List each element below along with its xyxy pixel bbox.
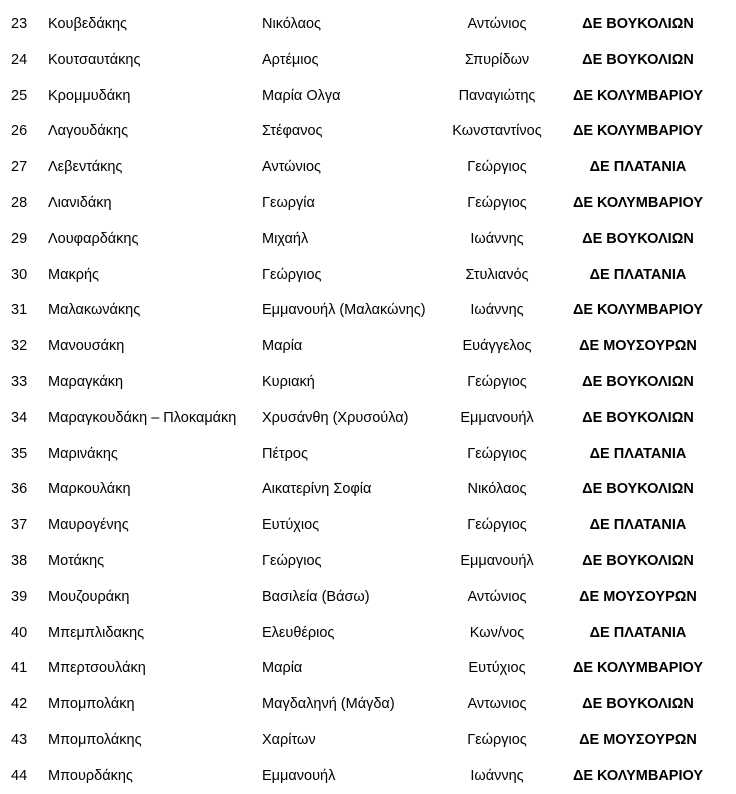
surname-cell: Λεβεντάκης (48, 159, 123, 176)
father-name-cell: Αντώνιος (467, 588, 527, 605)
table-row (0, 615, 736, 651)
row-number: 44 (11, 767, 28, 784)
surname-cell: Μπομπολάκη (48, 696, 135, 713)
first-name-cell: Μιχαήλ (262, 230, 309, 247)
table-row (0, 400, 736, 436)
first-name-cell: Γεώργιος (262, 552, 322, 569)
table-row (0, 471, 736, 507)
row-number: 36 (11, 481, 28, 498)
first-name-cell: Εμμανουήλ (262, 767, 336, 784)
table-row (0, 221, 736, 257)
surname-cell: Λιανιδάκη (48, 194, 112, 211)
first-name-cell: Μαρία (262, 338, 303, 355)
father-name-cell: Αντωνιος (467, 696, 527, 713)
first-name-cell: Βασιλεία (Βάσω) (262, 588, 370, 605)
municipal-unit-cell: ΔΕ ΒΟΥΚΟΛΙΩΝ (582, 481, 694, 498)
municipal-unit-cell: ΔΕ ΜΟΥΣΟΥΡΩΝ (579, 338, 697, 355)
father-name-cell: Ιωάννης (470, 767, 524, 784)
municipal-unit-cell: ΔΕ ΒΟΥΚΟΛΙΩΝ (582, 409, 694, 426)
father-name-cell: Γεώργιος (467, 731, 527, 748)
row-number: 26 (11, 123, 28, 140)
table-row (0, 686, 736, 722)
surname-cell: Μακρής (48, 266, 100, 283)
surname-cell: Κρομμυδάκη (48, 87, 131, 104)
first-name-cell: Εμμανουήλ (Μαλακώνης) (262, 302, 426, 319)
table-row (0, 579, 736, 615)
first-name-cell: Αικατερίνη Σοφία (262, 481, 372, 498)
father-name-cell: Γεώργιος (467, 194, 527, 211)
first-name-cell: Ελευθέριος (262, 624, 335, 641)
municipal-unit-cell: ΔΕ ΚΟΛΥΜΒΑΡΙΟΥ (572, 767, 704, 784)
table-row (0, 543, 736, 579)
father-name-cell: Σπυρίδων (464, 51, 530, 68)
father-name-cell: Εμμανουήλ (460, 409, 534, 426)
row-number: 41 (11, 660, 28, 677)
father-name-cell: Εμμανουήλ (460, 552, 534, 569)
surname-cell: Μπουρδάκης (48, 767, 133, 784)
table-row (0, 185, 736, 221)
row-number: 27 (11, 159, 28, 176)
row-number: 34 (11, 409, 28, 426)
row-number: 30 (11, 266, 28, 283)
table-row (0, 328, 736, 364)
row-number: 43 (11, 731, 28, 748)
surname-cell: Μαρκουλάκη (48, 481, 131, 498)
first-name-cell: Αρτέμιος (262, 51, 319, 68)
personnel-table (0, 6, 736, 794)
table-row (0, 6, 736, 42)
municipal-unit-cell: ΔΕ ΚΟΛΥΜΒΑΡΙΟΥ (572, 660, 704, 677)
municipal-unit-cell: ΔΕ ΚΟΛΥΜΒΑΡΙΟΥ (572, 302, 704, 319)
row-number: 37 (11, 517, 28, 534)
father-name-cell: Ευτύχιος (468, 660, 526, 677)
first-name-cell: Στέφανος (262, 123, 323, 140)
father-name-cell: Ευάγγελος (462, 338, 532, 355)
row-number: 31 (11, 302, 28, 319)
surname-cell: Λαγουδάκης (48, 123, 129, 140)
row-number: 33 (11, 373, 28, 390)
first-name-cell: Αντώνιος (262, 159, 322, 176)
table-row (0, 149, 736, 185)
table-row (0, 650, 736, 686)
table-row (0, 436, 736, 472)
table-row (0, 364, 736, 400)
row-number: 35 (11, 445, 28, 462)
first-name-cell: Πέτρος (262, 445, 308, 462)
municipal-unit-cell: ΔΕ ΒΟΥΚΟΛΙΩΝ (582, 51, 694, 68)
first-name-cell: Μαρία (262, 660, 303, 677)
row-number: 38 (11, 552, 28, 569)
surname-cell: Κουβεδάκης (48, 16, 128, 32)
municipal-unit-cell: ΔΕ ΒΟΥΚΟΛΙΩΝ (582, 16, 694, 32)
row-number: 29 (11, 230, 28, 247)
table-row (0, 78, 736, 114)
surname-cell: Μπομπολάκης (48, 731, 142, 748)
father-name-cell: Κων/νος (469, 624, 525, 641)
municipal-unit-cell: ΔΕ ΚΟΛΥΜΒΑΡΙΟΥ (572, 194, 704, 211)
row-number: 39 (11, 588, 28, 605)
first-name-cell: Γεώργιος (262, 266, 322, 283)
row-number: 24 (11, 51, 28, 68)
municipal-unit-cell: ΔΕ ΠΛΑΤΑΝΙΑ (589, 159, 687, 176)
first-name-cell: Ευτύχιος (262, 517, 320, 534)
row-number: 40 (11, 624, 28, 641)
surname-cell: Λουφαρδάκης (48, 230, 139, 247)
first-name-cell: Κυριακή (262, 373, 315, 390)
first-name-cell: Γεωργία (262, 194, 315, 211)
surname-cell: Μαυρογένης (48, 517, 129, 534)
municipal-unit-cell: ΔΕ ΒΟΥΚΟΛΙΩΝ (582, 552, 694, 569)
first-name-cell: Μαρία Ολγα (262, 87, 341, 104)
surname-cell: Κουτσαυτάκης (48, 51, 141, 68)
surname-cell: Μαλακωνάκης (48, 302, 141, 319)
father-name-cell: Γεώργιος (467, 373, 527, 390)
municipal-unit-cell: ΔΕ ΠΛΑΤΑΝΙΑ (589, 517, 687, 534)
table-row (0, 292, 736, 328)
first-name-cell: Χαρίτων (262, 731, 316, 748)
table-row (0, 722, 736, 758)
father-name-cell: Στυλιανός (465, 266, 529, 283)
surname-cell: Μοτάκης (48, 552, 105, 569)
surname-cell: Μαραγκάκη (48, 373, 124, 390)
table-row (0, 42, 736, 78)
surname-cell: Μπερτσουλάκη (48, 660, 146, 677)
father-name-cell: Γεώργιος (467, 517, 527, 534)
table-row (0, 507, 736, 543)
surname-cell: Μανουσάκη (48, 338, 125, 355)
municipal-unit-cell: ΔΕ ΠΛΑΤΑΝΙΑ (589, 266, 687, 283)
row-number: 23 (11, 16, 28, 32)
municipal-unit-cell: ΔΕ ΜΟΥΣΟΥΡΩΝ (579, 588, 697, 605)
father-name-cell: Κωνσταντίνος (452, 123, 542, 140)
table-row (0, 113, 736, 149)
municipal-unit-cell: ΔΕ ΠΛΑΤΑΝΙΑ (589, 624, 687, 641)
municipal-unit-cell: ΔΕ ΒΟΥΚΟΛΙΩΝ (582, 373, 694, 390)
father-name-cell: Γεώργιος (467, 159, 527, 176)
father-name-cell: Παναγιώτης (458, 87, 536, 104)
municipal-unit-cell: ΔΕ ΒΟΥΚΟΛΙΩΝ (582, 230, 694, 247)
row-number: 42 (11, 696, 28, 713)
first-name-cell: Νικόλαος (262, 16, 322, 32)
row-number: 25 (11, 87, 28, 104)
row-number: 32 (11, 338, 28, 355)
surname-cell: Μουζουράκη (48, 588, 130, 605)
first-name-cell: Χρυσάνθη (Χρυσούλα) (262, 409, 409, 426)
municipal-unit-cell: ΔΕ ΚΟΛΥΜΒΑΡΙΟΥ (572, 87, 704, 104)
surname-cell: Μαραγκουδάκη – Πλοκαμάκη (48, 409, 237, 426)
father-name-cell: Αντώνιος (467, 16, 527, 32)
surname-cell: Μαρινάκης (48, 445, 118, 462)
row-number: 28 (11, 194, 28, 211)
father-name-cell: Γεώργιος (467, 445, 527, 462)
municipal-unit-cell: ΔΕ ΚΟΛΥΜΒΑΡΙΟΥ (572, 123, 704, 140)
table-row (0, 758, 736, 794)
table-row (0, 257, 736, 293)
municipal-unit-cell: ΔΕ ΠΛΑΤΑΝΙΑ (589, 445, 687, 462)
first-name-cell: Μαγδαληνή (Μάγδα) (262, 696, 395, 713)
municipal-unit-cell: ΔΕ ΜΟΥΣΟΥΡΩΝ (579, 731, 697, 748)
father-name-cell: Ιωάννης (470, 230, 524, 247)
surname-cell: Μπεμπλιδακης (48, 624, 145, 641)
father-name-cell: Νικόλαος (467, 481, 527, 498)
father-name-cell: Ιωάννης (470, 302, 524, 319)
municipal-unit-cell: ΔΕ ΒΟΥΚΟΛΙΩΝ (582, 696, 694, 713)
